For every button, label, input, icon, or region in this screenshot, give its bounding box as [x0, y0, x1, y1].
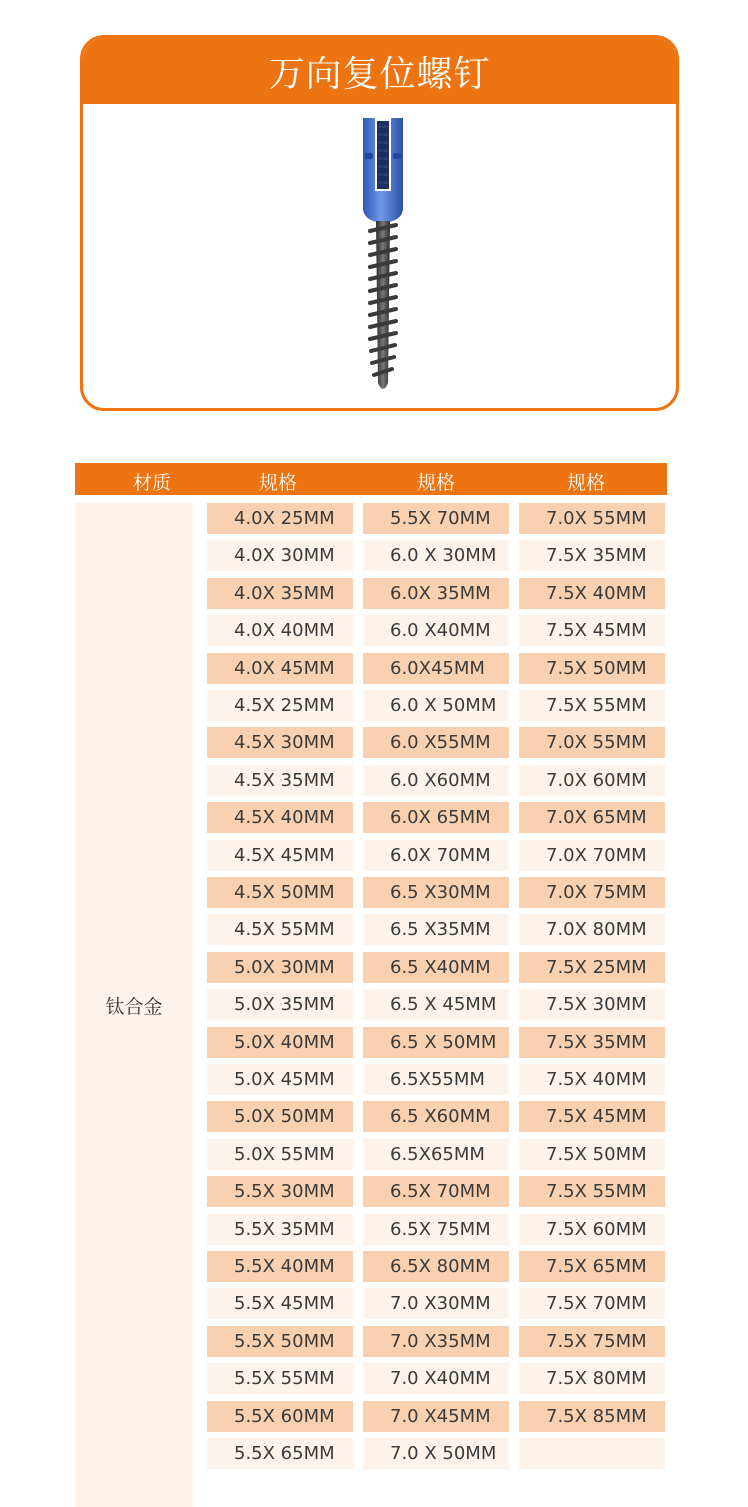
spec-cell: 6.5 X 45MM: [363, 989, 509, 1020]
spec-cell: 6.5X 80MM: [363, 1251, 509, 1282]
spec-cell: 4.5X 40MM: [207, 802, 353, 833]
spec-cell: 7.5X 75MM: [519, 1326, 665, 1357]
spec-cell: 7.5X 80MM: [519, 1363, 665, 1394]
spec-cell: 4.5X 55MM: [207, 914, 353, 945]
spec-cell: 5.5X 35MM: [207, 1214, 353, 1245]
spec-cell: 6.0X 35MM: [363, 578, 509, 609]
spec-cell: 7.5X 30MM: [519, 989, 665, 1020]
spec-cell: [519, 1438, 665, 1469]
spec-cell: 7.5X 45MM: [519, 615, 665, 646]
spec-cell: 7.5X 50MM: [519, 653, 665, 684]
spec-cell: 7.0 X30MM: [363, 1288, 509, 1319]
table-header: [75, 463, 667, 495]
spec-cell: 5.5X 55MM: [207, 1363, 353, 1394]
spec-cell: 7.0X 65MM: [519, 802, 665, 833]
spec-cell: 7.5X 35MM: [519, 1027, 665, 1058]
spec-cell: 7.5X 35MM: [519, 540, 665, 571]
spec-cell: 7.5X 40MM: [519, 1064, 665, 1095]
spec-cell: 4.0X 40MM: [207, 615, 353, 646]
spec-cell: 6.0X 65MM: [363, 802, 509, 833]
spec-cell: 5.5X 60MM: [207, 1401, 353, 1432]
spec-cell: 5.0X 45MM: [207, 1064, 353, 1095]
spec-cell: 7.5X 40MM: [519, 578, 665, 609]
spec-cell: 6.0 X 30MM: [363, 540, 509, 571]
spec-cell: 6.5 X 50MM: [363, 1027, 509, 1058]
header-material: 材质: [132, 472, 172, 494]
spec-cell: 7.0X 70MM: [519, 840, 665, 871]
spec-cell: 6.5X 75MM: [363, 1214, 509, 1245]
spec-table: [75, 463, 667, 1464]
spec-cell: 5.0X 40MM: [207, 1027, 353, 1058]
spec-cell: 7.5X 60MM: [519, 1214, 665, 1245]
spec-cell: 6.5 X40MM: [363, 952, 509, 983]
spec-cell: 5.5X 30MM: [207, 1176, 353, 1207]
spec-cell: 5.0X 55MM: [207, 1139, 353, 1170]
spec-cell: 7.5X 55MM: [519, 1176, 665, 1207]
spec-cell: 7.0X 55MM: [519, 503, 665, 534]
material-cell: 钛合金: [75, 503, 193, 1507]
spec-cell: 7.5X 25MM: [519, 952, 665, 983]
spec-cell: 5.5X 50MM: [207, 1326, 353, 1357]
spec-cell: 6.0 X55MM: [363, 727, 509, 758]
screw-image: [353, 113, 413, 398]
spec-cell: 7.5X 70MM: [519, 1288, 665, 1319]
header-spec-3: 规格: [566, 472, 606, 494]
spec-cell: 5.0X 35MM: [207, 989, 353, 1020]
spec-cell: 4.5X 35MM: [207, 765, 353, 796]
spec-cell: 7.5X 65MM: [519, 1251, 665, 1282]
spec-cell: 4.0X 30MM: [207, 540, 353, 571]
spec-cell: 7.0 X45MM: [363, 1401, 509, 1432]
spec-cell: 6.0 X 50MM: [363, 690, 509, 721]
spec-cell: 7.5X 50MM: [519, 1139, 665, 1170]
header-spec-2: 规格: [416, 472, 456, 494]
spec-cell: 5.5X 40MM: [207, 1251, 353, 1282]
spec-cell: 7.5X 45MM: [519, 1101, 665, 1132]
spec-cell: 6.5X 70MM: [363, 1176, 509, 1207]
spec-cell: 6.0 X60MM: [363, 765, 509, 796]
spec-cell: 7.5X 85MM: [519, 1401, 665, 1432]
spec-cell: 6.5X65MM: [363, 1139, 509, 1170]
spec-cell: 7.0 X40MM: [363, 1363, 509, 1394]
spec-cell: 4.0X 45MM: [207, 653, 353, 684]
spec-cell: 5.5X 65MM: [207, 1438, 353, 1469]
spec-cell: 6.0X45MM: [363, 653, 509, 684]
spec-cell: 5.0X 50MM: [207, 1101, 353, 1132]
spec-cell: 4.0X 25MM: [207, 503, 353, 534]
spec-cell: 4.5X 45MM: [207, 840, 353, 871]
spec-cell: 5.5X 70MM: [363, 503, 509, 534]
card-title: 万向复位螺钉: [83, 38, 676, 104]
spec-cell: 7.0 X 50MM: [363, 1438, 509, 1469]
header-spec-1: 规格: [258, 472, 298, 494]
spec-cell: 4.5X 30MM: [207, 727, 353, 758]
spec-cell: 5.0X 30MM: [207, 952, 353, 983]
spec-cell: 6.0 X40MM: [363, 615, 509, 646]
spec-cell: 4.5X 25MM: [207, 690, 353, 721]
spec-cell: 5.5X 45MM: [207, 1288, 353, 1319]
product-card: [80, 35, 679, 411]
spec-cell: 6.5 X30MM: [363, 877, 509, 908]
spec-cell: 7.5X 55MM: [519, 690, 665, 721]
spec-cell: 7.0 X35MM: [363, 1326, 509, 1357]
spec-cell: 7.0X 80MM: [519, 914, 665, 945]
spec-cell: 6.5 X35MM: [363, 914, 509, 945]
spec-cell: 7.0X 60MM: [519, 765, 665, 796]
spec-cell: 4.5X 50MM: [207, 877, 353, 908]
spec-cell: 4.0X 35MM: [207, 578, 353, 609]
spec-cell: 7.0X 75MM: [519, 877, 665, 908]
spec-cell: 6.0X 70MM: [363, 840, 509, 871]
spec-cell: 7.0X 55MM: [519, 727, 665, 758]
spec-cell: 6.5 X60MM: [363, 1101, 509, 1132]
spec-cell: 6.5X55MM: [363, 1064, 509, 1095]
